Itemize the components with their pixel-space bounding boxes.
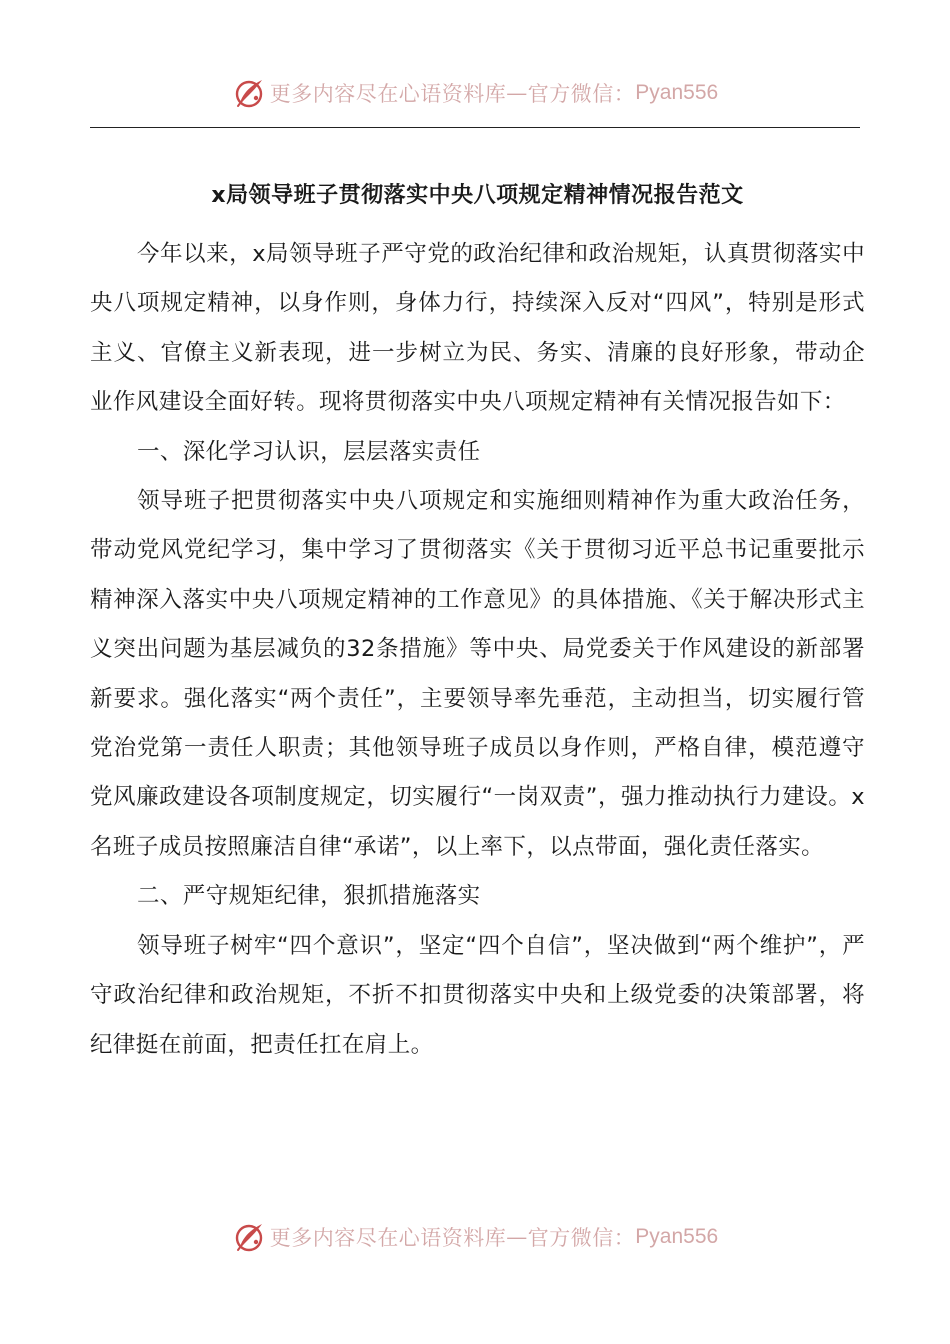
footer-watermark — [0, 1212, 950, 1262]
document-title: x局领导班子贯彻落实中央八项规定精神情况报告范文 — [211, 183, 744, 208]
section-heading-2: 二、严守规矩纪律，狠抓措施落实 — [137, 883, 481, 910]
header-watermark — [0, 68, 950, 118]
paragraph-section-2: 领导班子树牢“四个意识”，坚定“四个自信”，坚决做到“两个维护”，严守政治纪律和政治规矩，不折不扣贯彻落实中央和上级党委的决策部署，将纪律挺在前面，把责任扛在肩上。 — [90, 932, 865, 1058]
quill-logo-icon — [232, 1220, 266, 1254]
watermark-separator: — — [506, 81, 528, 105]
watermark-contact-label: 官方微信： — [527, 1226, 636, 1250]
paragraph-section-1: 领导班子把贯彻落实中央八项规定和实施细则精神作为重大政治任务，带动党风党纪学习，集中学习了贯彻落实《关于贯彻习近平总书记重要批示精神深入落实中央八项规定精神的工作意见》的具体措施、《关于解决形式主义突出问题为基层减负的32条措施》等中央、局党委关于作风建设的新部署新要求。强化落实“两个责任”，主要领导率先垂范，主动担当，切实履行管党治党第一责任人职责；其他领导班子成员以身作则，严格自律，模范遵守党风廉政建设各项制度规定，切实履行“一岗双责”，强力推动执行力建设。x名班子成员按照廉洁自律“承诺”，以上率下，以点带面，强化责任落实。 — [90, 488, 865, 860]
watermark-text: 更多内容尽在心语资料库 — [269, 82, 507, 106]
watermark-separator: — — [506, 1225, 528, 1249]
header-divider — [90, 127, 860, 128]
watermark-wechat-id: Pyan556 — [635, 81, 719, 104]
section-heading-1: 一、深化学习认识，层层落实责任 — [137, 438, 481, 465]
watermark-wechat-id: Pyan556 — [635, 1225, 719, 1248]
quill-logo-icon — [232, 76, 266, 110]
document-body — [90, 170, 865, 1070]
watermark-contact-label: 官方微信： — [527, 82, 636, 106]
watermark-text: 更多内容尽在心语资料库 — [269, 1226, 507, 1250]
paragraph-intro: 今年以来，x局领导班子严守党的政治纪律和政治规矩，认真贯彻落实中央八项规定精神，以身作则，身体力行，持续深入反对“四风”，特别是形式主义、官僚主义新表现，进一步树立为民、务实、清廉的良好形象，带动企业作风建设全面好转。现将贯彻落实中央八项规定精神有关情况报告如下： — [90, 241, 865, 416]
